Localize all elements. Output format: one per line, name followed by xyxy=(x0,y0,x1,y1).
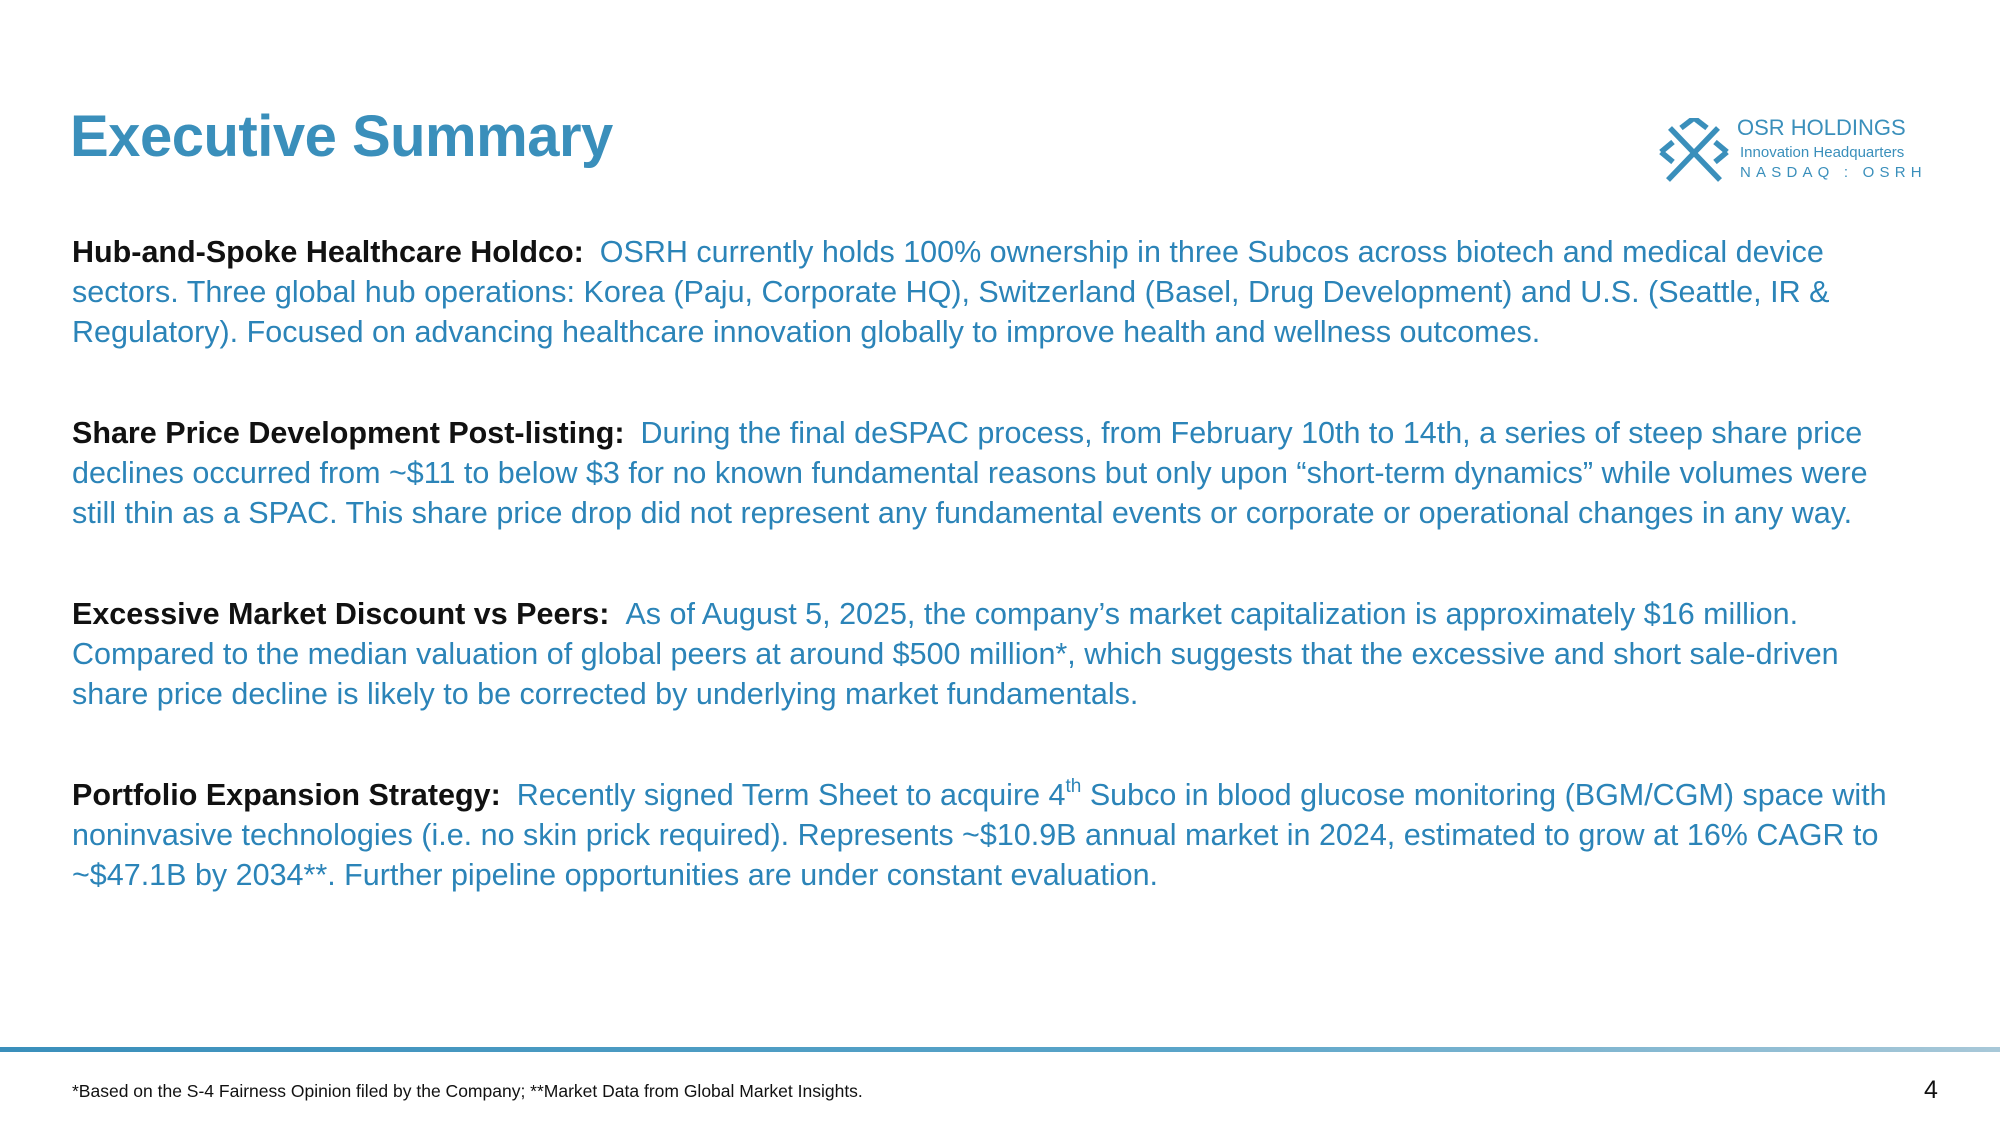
company-logo xyxy=(1650,112,1930,192)
summary-section-holdco xyxy=(72,232,1912,352)
section-heading: Hub-and-Spoke Healthcare Holdco: xyxy=(72,235,584,269)
section-body: As of August 5, 2025, the company’s market capitalization is approximately $16 million. Compared to the median valuation of global peers at around $500 million*, which suggests that the excessive and short sale-driven share price decline is likely to be corrected by underlying market fundamentals. xyxy=(72,597,1839,711)
page-title: Executive Summary xyxy=(70,104,613,169)
summary-section-market-discount xyxy=(72,594,1912,714)
section-body: OSRH currently holds 100% ownership in three Subcos across biotech and medical device sectors. Three global hub operations: Korea (Paju, Corporate HQ), Switzerland (Basel, Drug Development) and U.S. (Seattle, IR & Regulatory). Focused on advancing healthcare innovation globally to improve health and wellness outcomes. xyxy=(72,235,1830,349)
summary-section-share-price xyxy=(72,413,1912,533)
section-heading: Portfolio Expansion Strategy: xyxy=(72,778,501,812)
summary-sections xyxy=(72,232,1912,895)
osr-cross-mark-icon xyxy=(1658,118,1730,186)
page-number: 4 xyxy=(1924,1076,1938,1104)
logo-ticker: NASDAQ : OSRH xyxy=(1740,164,1927,181)
logo-brand-name: OSR HOLDINGS xyxy=(1737,115,1906,140)
section-body-start: Recently signed Term Sheet to acquire 4 xyxy=(516,778,1066,812)
summary-section-portfolio xyxy=(72,775,1912,895)
logo-tagline: Innovation Headquarters xyxy=(1740,144,1905,161)
section-body-superscript: th xyxy=(1065,776,1082,797)
section-heading: Share Price Development Post-listing: xyxy=(72,416,625,450)
footnote: *Based on the S-4 Fairness Opinion filed by the Company; **Market Data from Global Market Insights. xyxy=(72,1081,863,1101)
footer-divider xyxy=(0,1047,2000,1052)
section-heading: Excessive Market Discount vs Peers: xyxy=(72,597,610,631)
section-body: During the final deSPAC process, from February 10th to 14th, a series of steep share price declines occurred from ~$11 to below $3 for no known fundamental reasons but only upon “short-term dynamics” while volumes were still thin as a SPAC. This share price drop did not represent any fundamental events or corporate or operational changes in any way. xyxy=(72,416,1868,530)
section-body-end: Subco in blood glucose monitoring (BGM/CGM) space with noninvasive technologies (i.e. no skin prick required). Represents ~$10.9B annual market in 2024, estimated to grow at 16% CAGR to ~$47.1B by 2034**. Further pipeline opportunities are under constant evaluation. xyxy=(72,778,1887,892)
